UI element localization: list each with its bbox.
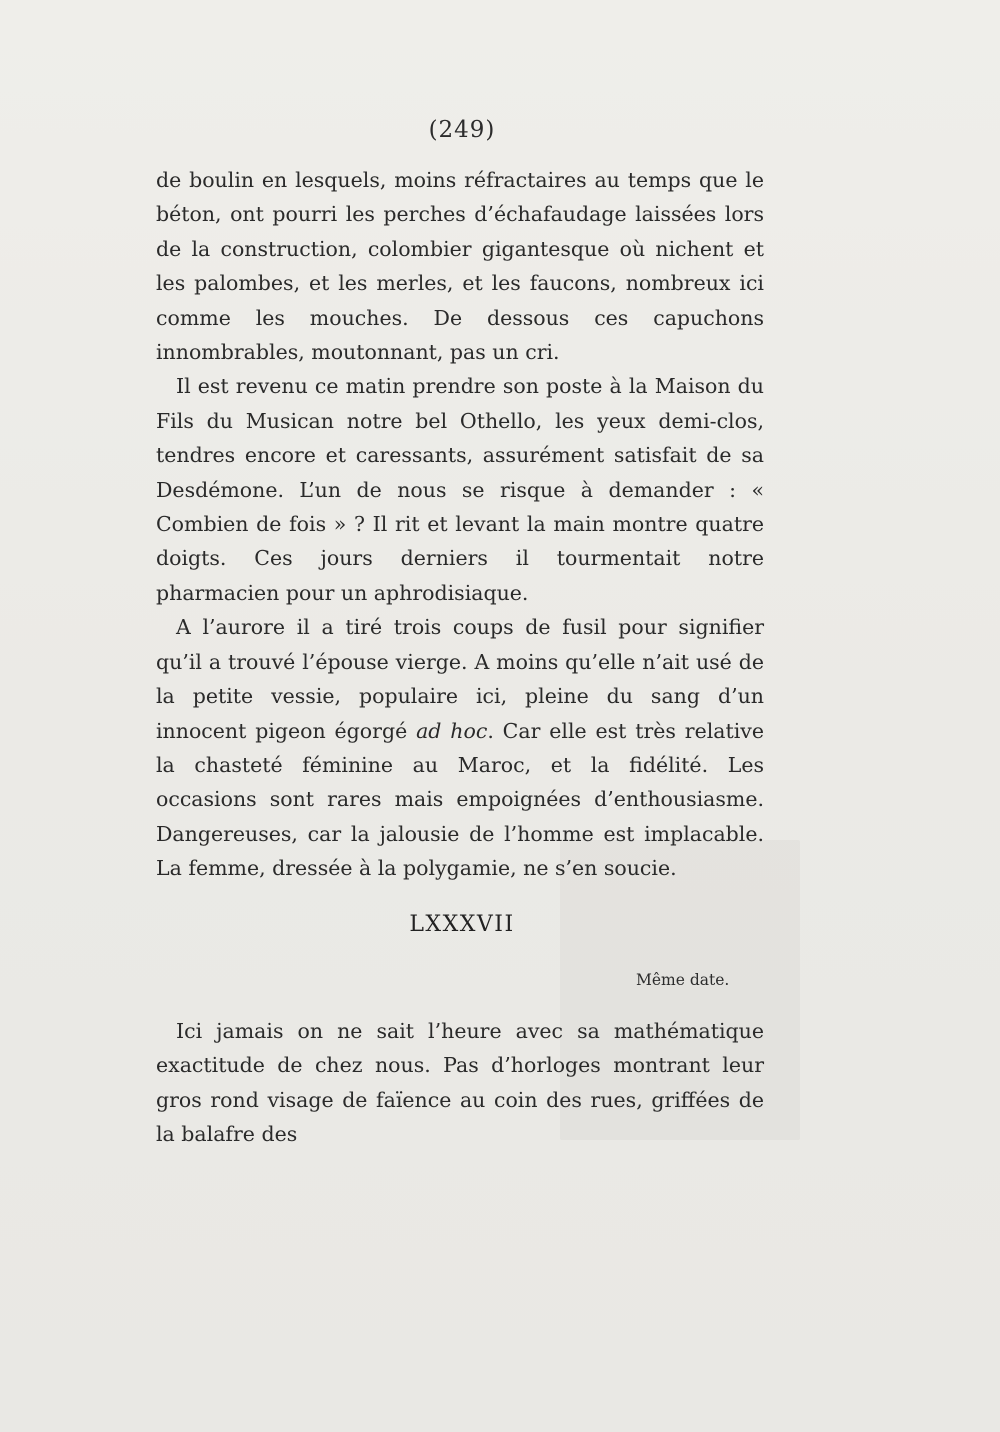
paragraph-3-text-b: . Car elle est très relative la chasteté féminine au Maroc, et la fidélité. Les occasions sont rares mais empoignées d’enthousiasme. Dangereuses, car la jalousie de l’homme est implacable. La femme, dressée à la polygamie, ne s’en soucie. xyxy=(156,718,765,881)
body-text-bottom xyxy=(156,1014,764,1152)
paragraph-3-text-a: A l’aurore il a tiré trois coups de fusil pour signifier qu’il a trouvé l’épouse vierge. A moins qu’elle n’ait usé de la petite vessie, populaire ici, pleine du sang d’un innocent pigeon égorgé xyxy=(156,615,764,743)
body-text-top xyxy=(156,163,764,886)
page-number: (249) xyxy=(428,117,496,143)
paragraph-1: de boulin en lesquels, moins réfractaires au temps que le béton, ont pourri les perches d’échafaudage laissées lors de la construction, colombier gigantesque où nichent et les palombes, et les merles, et les faucons, nombreux ici comme les mouches. De dessous ces capuchons innombrables, moutonnant, pas un cri. xyxy=(156,168,764,365)
paragraph-4: Ici jamais on ne sait l’heure avec sa mathématique exactitude de chez nous. Pas d’horloges montrant leur gros rond visage de faïence au coin des rues, griffées de la balafre des xyxy=(156,1019,764,1147)
paragraph-2: Il est revenu ce matin prendre son poste à la Maison du Fils du Musican notre bel Othello, les yeux demi-clos, tendres encore et caressants, assurément satisfait de sa Desdémone. L’un de nous se risque à demander : « Combien de fois » ? Il rit et levant la main montre quatre doigts. Ces jours derniers il tourmentait notre pharmacien pour un aphrodisiaque. xyxy=(156,374,764,605)
chapter-date: Même date. xyxy=(636,971,730,989)
chapter-heading: LXXXVII xyxy=(409,912,515,937)
paragraph-3 xyxy=(156,610,764,885)
paragraph-3-italic: ad hoc xyxy=(416,718,488,743)
